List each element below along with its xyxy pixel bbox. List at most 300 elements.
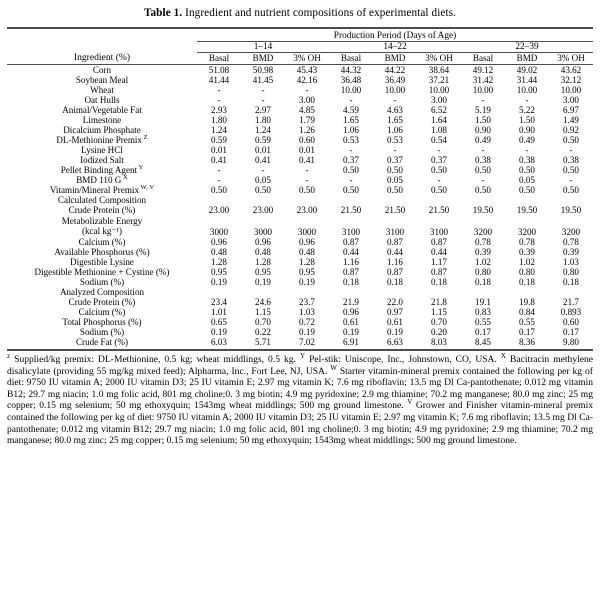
table-row [7,237,593,247]
table-cell: 0.50 [563,185,579,195]
table-footnotes [7,351,593,447]
table-cell: 0.50 [343,185,359,195]
row-label: Sodium (%) [79,277,125,287]
row-label: Limestone [82,115,122,125]
table-cell: 3100 [341,227,361,237]
table-cell: 0.50 [519,165,535,175]
table-cell: 50.98 [252,65,274,75]
column-header-oh-1: 3% OH [293,53,321,63]
ingredient-composition-table [7,27,593,351]
table-cell: 0.05 [255,175,271,185]
table-cell: 0.01 [299,145,315,155]
table-cell: 0.80 [475,267,491,277]
table-cell: 0.55 [475,317,491,327]
table-cell: 21.7 [563,297,579,307]
row-section-label: Calculated Composition [57,195,147,205]
table-cell: 8.45 [475,337,491,347]
table-row [7,297,593,307]
table-cell: 0.39 [475,247,491,257]
table-row [7,307,593,317]
table-cell: 0.01 [255,145,271,155]
table-cell: 0.96 [255,237,271,247]
table-cell: 44.32 [340,65,362,75]
table-cell: 0.87 [431,267,447,277]
row-label-superscript: W, V [139,183,155,191]
table-cell: - [305,165,309,175]
table-row [7,85,593,95]
table-cell: 1.80 [211,115,227,125]
table-cell: 1.79 [299,115,315,125]
table-cell: 6.03 [211,337,227,347]
table-cell: 0.83 [475,307,491,317]
footnote-mark-v: V [407,398,413,407]
table-cell: 0.50 [211,185,227,195]
table-cell: 19.50 [472,205,494,215]
table-cell: 0.22 [255,327,271,337]
table-row [7,135,593,145]
table-cell: - [481,175,485,185]
table-cell: 44.22 [384,65,406,75]
footnote-text-w: Starter vitamin-mineral premix contained the following per kg of diet: 9750 IU vitamin A; 2000 IU vitamin D3; 25 IU vitamin E; 2.97 mg vitamin K; 7.6 mg riboflavin; 13.5 mg Dl Ca-pantothenate; 0.012 mg vitamin B12; 29.7 mg niacin; 1.0 mg folic acid, 801 mg choline;0. 3 mg biotin; 4.9 mg pyridoxine; 2.9 mg thiamine; 70.2 mg manganese; 80.0 mg zinc; 25 mg copper; 0.15 mg selenium; 50 mg ethoxyquin; 1543mg wheat middlings; 500 mg ground limestone. [7,365,593,412]
row-label: Corn [92,65,112,75]
table-cell: 1.65 [343,115,359,125]
row-section-label: Analyzed Composition [59,287,145,297]
table-cell: 0.19 [343,327,359,337]
column-header-bmd-1: BMD [252,53,274,63]
table-cell: 23.00 [252,205,274,215]
table-cell: 1.28 [211,257,227,267]
table-row [7,145,593,155]
table-cell: 0.61 [343,317,359,327]
table-cell: 1.03 [563,257,579,267]
row-label: Sodium (%) [79,327,125,337]
column-header-production-period: Production Period (Days of Age) [197,31,593,42]
table-cell: 0.78 [519,237,535,247]
table-cell: - [525,95,529,105]
table-cell: 4.85 [299,105,315,115]
row-label: Wheat [90,85,114,95]
table-cell: 0.48 [255,247,271,257]
table-cell: 0.50 [563,135,579,145]
table-row [7,195,593,205]
table-row [7,317,593,327]
row-label: Digestible Methionine + Cystine (%) [34,267,170,277]
footnote-mark-w: W [330,363,337,372]
table-cell: 0.38 [475,155,491,165]
table-cell: 0.96 [343,307,359,317]
table-cell: 0.50 [255,185,271,195]
table-cell: - [305,175,309,185]
table-cell: 10.00 [472,85,494,95]
table-cell: 3100 [429,227,449,237]
row-label: Animal/Vegetable Fat [62,105,142,115]
table-cell: 0.50 [563,165,579,175]
table-cell: 8.03 [431,337,447,347]
table-cell: 0.53 [343,135,359,145]
table-cell: 0.97 [387,307,403,317]
table-cell: 0.41 [299,155,315,165]
table-cell: 0.78 [563,237,579,247]
column-header-basal-2: Basal [340,53,362,63]
table-cell: 0.38 [519,155,535,165]
table-cell: 1.08 [431,125,447,135]
table-cell: - [305,85,309,95]
table-cell: 1.26 [299,125,315,135]
footnote-text-z: Supplied/kg premix: DL-Methionine, 0.5 kg; wheat middlings, 0.5 kg. [10,354,300,365]
table-cell: 37.21 [428,75,450,85]
table-cell: 10.00 [428,85,450,95]
header-row-spanner [7,31,593,42]
table-cell: 0.90 [475,125,491,135]
table-cell: 32.12 [560,75,582,85]
table-cell: 3.00 [431,95,447,105]
table-cell: 0.60 [299,135,315,145]
table-cell: 0.60 [563,317,579,327]
rule-bottom [7,347,593,350]
table-cell: 0.87 [343,237,359,247]
column-header-bmd-3: BMD [516,53,538,63]
table-cell: 0.49 [519,135,535,145]
table-cell: 3000 [297,227,317,237]
table-cell: 0.19 [211,327,227,337]
table-row [7,175,593,185]
column-header-bmd-2: BMD [384,53,406,63]
caption-text: Ingredient and nutrient compositions of experimental diets. [182,7,457,19]
row-label: Total Phosphorus (%) [62,317,142,327]
table-cell: 4.63 [387,105,403,115]
table-cell: 0.50 [343,165,359,175]
table-cell: 0.19 [211,277,227,287]
table-cell: 0.17 [519,327,535,337]
table-cell: 4.59 [343,105,359,115]
table-cell: 10.00 [560,85,582,95]
table-cell [241,195,285,205]
table-cell [241,287,285,297]
table-cell: 1.65 [387,115,403,125]
table-cell: 10.00 [340,85,362,95]
table-cell: 0.87 [387,237,403,247]
column-header-basal-1: Basal [208,53,230,63]
column-group-1-14: 1–14 [197,42,329,53]
table-row [7,75,593,85]
row-label: DL-Methionine Premix $^Z$ [56,133,148,145]
table-cell: 0.18 [519,277,535,287]
table-cell [373,287,417,297]
table-cell: 0.19 [299,277,315,287]
table-cell: 36.48 [340,75,362,85]
table-cell: 0.95 [255,267,271,277]
table-cell: 21.50 [384,205,406,215]
table-cell [197,287,241,297]
table-cell: 0.95 [299,267,315,277]
table-cell: 24.6 [255,297,271,307]
table-cell: 0.05 [519,175,535,185]
table-cell [285,195,329,205]
table-cell: 19.50 [516,205,538,215]
row-label: Digestible Lysine [70,257,134,267]
table-cell: - [261,95,265,105]
table-cell: 10.00 [516,85,538,95]
table-cell: 0.17 [475,327,491,337]
footnote-paragraph [7,351,593,447]
table-cell: 0.55 [519,317,535,327]
table-cell: - [569,175,573,185]
table-cell: - [349,145,353,155]
table-cell: 6.91 [343,337,359,347]
table-cell: - [481,145,485,155]
table-cell: 0.53 [387,135,403,145]
row-label: Soybean Meal [75,75,129,85]
table-cell: 3100 [385,227,405,237]
table-cell: 1.06 [387,125,403,135]
table-cell: 1.28 [299,257,315,267]
table-cell: - [525,145,529,155]
table-row [7,327,593,337]
footnote-text-x: Bacitracin methylene disalicylate (providing 55 mg/kg mixed feed); Alpharma, Inc., Fort Lee, NJ, USA. [7,354,593,377]
table-cell [329,287,373,297]
table-cell: 0.70 [431,317,447,327]
column-group-22-39: 22–39 [461,42,593,53]
table-cell: 1.15 [255,307,271,317]
table-cell [197,195,241,205]
table-cell: 1.01 [211,307,227,317]
table-cell: 0.84 [519,307,535,317]
table-cell: 0.49 [475,135,491,145]
table-cell: 10.00 [384,85,406,95]
table-cell [373,195,417,205]
table-cell: 0.59 [255,135,271,145]
table-body [7,65,593,348]
footnote-text-y: Pel-stik: Uniscope, Inc., Johnstown, CO, USA. [305,354,501,365]
table-cell: 0.72 [299,317,315,327]
table-row [7,165,593,175]
table-cell: 0.18 [431,277,447,287]
table-cell: 1.28 [255,257,271,267]
footnote-text-v: Grower and Finisher vitamin-mineral premix contained the following per kg of diet: 9750 IU vitamin A; 2000 IU vitamin D3; 25 IU vitamin E; 2.97 mg vitamin K; 7.6 mg riboflavin; 13.5 mg Dl Ca-pantothenate; 0.012 mg vitamin B12; 29.7 mg niacin; 1.0 mg folic acid, 801 mg choline;0. 3 mg biotin; 4.9 mg pyridoxine; 2.9 mg thiamine; 70.2 mg manganese; 80.0 mg zinc; 25 mg copper; 0.15 mg selenium; 50 mg ethoxyquin; 1543mg wheat middlings; 500 mg ground limestone. [7,400,593,447]
table-row [7,205,593,215]
table-cell: 1.64 [431,115,447,125]
table-cell: 0.41 [211,155,227,165]
row-label: Available Phosphorus (%) [54,247,150,257]
table-cell: - [217,175,221,185]
table-row [7,65,593,76]
table-cell: 0.80 [519,267,535,277]
table-cell: 1.80 [255,115,271,125]
row-label-unit: (kcal kg⁻¹) [81,226,123,236]
table-cell: 42.16 [296,75,318,85]
row-label: Oat Hulls [84,95,120,105]
table-cell: 0.19 [255,277,271,287]
table-cell: - [437,175,441,185]
table-cell: 0.87 [387,267,403,277]
table-cell: 3200 [561,227,581,237]
table-cell: 19.8 [519,297,535,307]
table-cell: 0.90 [519,125,535,135]
table-cell: 31.42 [472,75,494,85]
table-caption [0,0,600,27]
table-foot [7,347,593,350]
table-cell: 0.96 [299,237,315,247]
table-cell: 0.39 [563,247,579,257]
table-cell: 0.87 [431,237,447,247]
table-head [7,28,593,65]
table-cell: - [217,165,221,175]
footnote-mark-z: z [7,351,11,360]
table-cell: 23.7 [299,297,315,307]
table-cell: 0.18 [475,277,491,287]
table-cell: 0.50 [299,185,315,195]
table-cell: - [393,95,397,105]
table-cell: - [261,165,265,175]
table-row [7,267,593,277]
table-cell: 0.87 [343,267,359,277]
table-cell: 2.97 [255,105,271,115]
caption-label: Table 1. [143,7,183,19]
table-cell: 19.1 [475,297,491,307]
table-cell: 0.54 [431,135,447,145]
row-label: Calcium (%) [78,237,126,247]
table-cell [417,195,461,205]
footnote-mark-y: Y [299,351,306,360]
row-label: Pellet Binding Agent $^Y$ [60,163,144,175]
table-cell: 3200 [517,227,537,237]
table-cell [549,195,593,205]
table-cell: 0.65 [211,317,227,327]
table-cell: 1.16 [343,257,359,267]
table-row [7,247,593,257]
table-cell: 3000 [209,227,229,237]
table-cell: 41.44 [208,75,230,85]
table-cell: 38.64 [428,65,450,75]
table-cell: 0.96 [211,237,227,247]
table-cell: 41.45 [252,75,274,85]
table-cell: 9.80 [563,337,579,347]
table-cell: - [261,85,265,95]
table-cell: 19.50 [560,205,582,215]
table-cell [461,287,505,297]
row-label-superscript: Y [137,163,144,171]
table-cell: 1.15 [431,307,447,317]
table-cell: 5.22 [519,105,535,115]
table-cell: 0.48 [211,247,227,257]
table-cell: 0.19 [299,327,315,337]
table-cell [505,195,549,205]
table-cell: 0.20 [431,327,447,337]
table-cell: 0.95 [211,267,227,277]
table-row [7,95,593,105]
row-label-superscript: X [121,173,128,181]
column-group-14-22: 14–22 [329,42,461,53]
table-row [7,155,593,165]
table-cell: - [217,95,221,105]
table-cell: - [437,145,441,155]
table-row [7,257,593,267]
table-cell [285,287,329,297]
table-cell: 21.50 [340,205,362,215]
table-cell: 5.71 [255,337,271,347]
table-cell: 21.50 [428,205,450,215]
table-cell: - [481,95,485,105]
table-cell: 0.50 [519,185,535,195]
table-cell [329,195,373,205]
table-cell: 0.01 [211,145,227,155]
table-cell: 0.50 [475,165,491,175]
table-cell [549,287,593,297]
table-cell: 0.39 [519,247,535,257]
table-cell: 49.02 [516,65,538,75]
row-label-superscript: Z [141,133,148,141]
table-cell: 7.02 [299,337,315,347]
table-row [7,215,593,237]
column-header-basal-3: Basal [472,53,494,63]
table-cell: 0.50 [475,185,491,195]
table-row [7,277,593,287]
table-cell: 0.18 [343,277,359,287]
table-cell: 8.36 [519,337,535,347]
table-cell: 0.18 [387,277,403,287]
table-cell: 36.49 [384,75,406,85]
table-row [7,115,593,125]
row-label: Vitamin/Mineral Premix $^{W, V}$ [49,183,155,195]
table-cell: 0.70 [255,317,271,327]
table-cell: 0.50 [387,185,403,195]
table-cell [417,287,461,297]
table-cell: 0.92 [563,125,579,135]
table-cell: 1.24 [211,125,227,135]
table-cell: 0.41 [255,155,271,165]
table-cell: 3200 [473,227,493,237]
table-cell: 0.37 [431,155,447,165]
row-label: Metabolizable Energy (kcal kg⁻¹) [7,215,197,237]
table-cell: 0.44 [343,247,359,257]
table-row [7,105,593,115]
table-cell: 1.17 [431,257,447,267]
table-cell: 0.05 [387,175,403,185]
table-cell: 1.49 [563,115,579,125]
table-cell: - [217,85,221,95]
table-cell: 0.893 [560,307,582,317]
table-cell: 3.00 [563,95,579,105]
table-cell: 6.52 [431,105,447,115]
table-cell: 1.02 [475,257,491,267]
table-cell: 0.50 [431,165,447,175]
table-cell: 3000 [253,227,273,237]
row-label: Dicalcium Phosphate [63,125,141,135]
table-cell: 23.4 [211,297,227,307]
table-cell: 23.00 [208,205,230,215]
table-row [7,125,593,135]
row-label: Calcium (%) [78,307,126,317]
table-cell: 43.62 [560,65,582,75]
column-header-ingredient: Ingredient (%) [73,52,131,63]
table-cell: 0.44 [387,247,403,257]
table-cell: 0.78 [475,237,491,247]
table-cell: 2.93 [211,105,227,115]
table-row [7,287,593,297]
table-cell: - [349,95,353,105]
table-row [7,185,593,195]
table-cell: 0.50 [431,185,447,195]
table-cell: 22.0 [387,297,403,307]
table-cell: - [569,145,573,155]
table-cell: 3.00 [299,95,315,105]
row-label: Lysine HCl [81,145,123,155]
table-cell: - [393,145,397,155]
table-cell: 0.37 [387,155,403,165]
table-cell: 0.50 [387,165,403,175]
table-cell [505,287,549,297]
table-cell: 1.50 [519,115,535,125]
